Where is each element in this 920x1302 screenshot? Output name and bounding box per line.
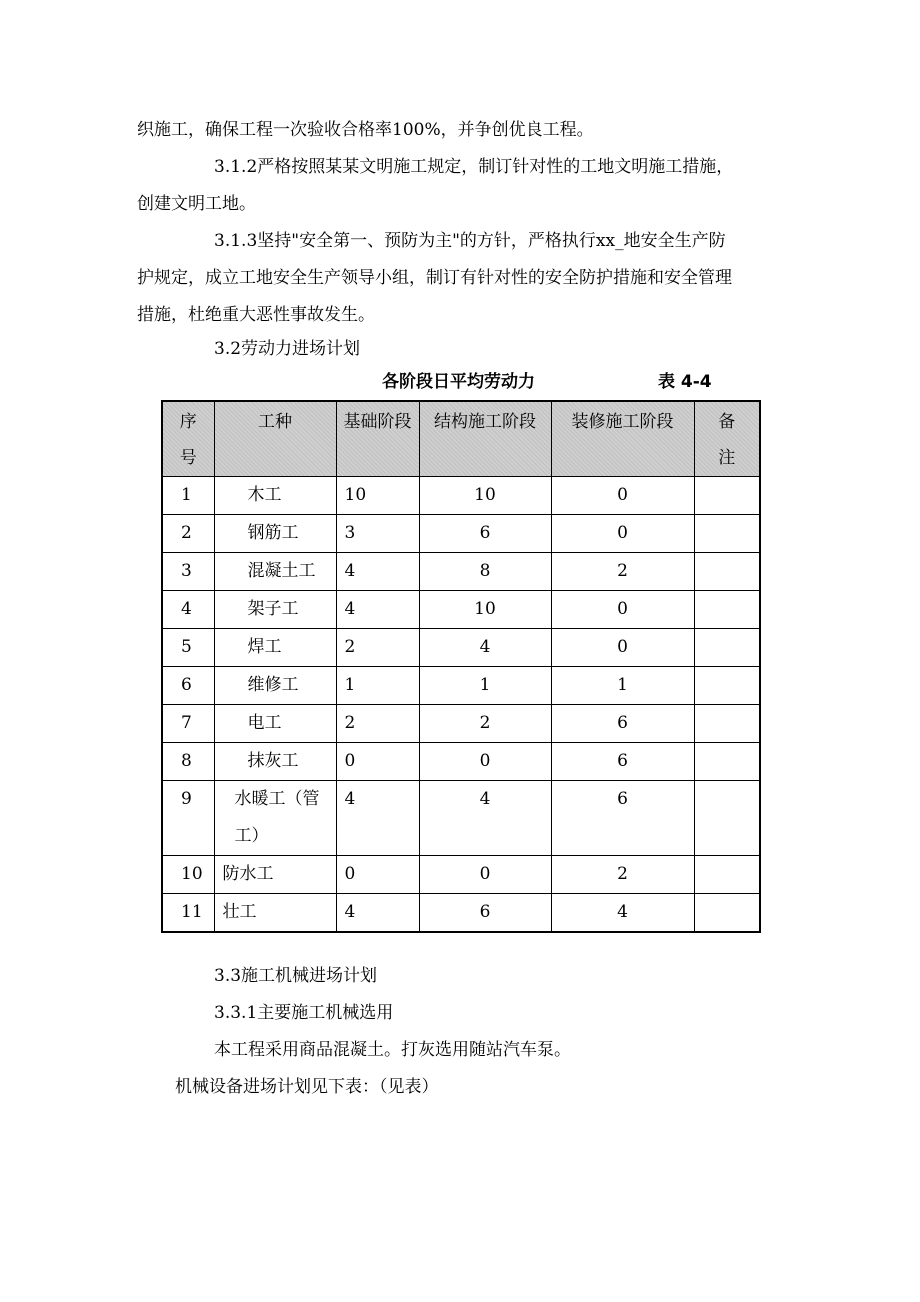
table-row xyxy=(162,629,760,667)
header-cell: 装修施工阶段 xyxy=(551,401,694,477)
section-heading: 3.3施工机械进场计划 xyxy=(214,966,378,986)
foundation-stage-cell: 1 xyxy=(336,667,419,705)
decoration-stage-cell: 6 xyxy=(551,705,694,743)
row-number: 9 xyxy=(162,781,214,856)
row-number: 10 xyxy=(162,856,214,894)
trade-cell: 木工 xyxy=(214,477,336,515)
decoration-stage-cell: 2 xyxy=(551,856,694,894)
table-header-row xyxy=(162,401,760,477)
remarks-cell xyxy=(694,856,760,894)
paragraph-line: 机械设备进场计划见下表：（见表） xyxy=(175,1077,439,1097)
structure-stage-cell: 6 xyxy=(419,894,551,933)
table-row xyxy=(162,894,760,933)
remarks-cell xyxy=(694,667,760,705)
section-heading: 3.3.1主要施工机械选用 xyxy=(214,1003,394,1023)
trade-cell: 水暖工（管工） xyxy=(214,781,336,856)
structure-stage-cell: 0 xyxy=(419,743,551,781)
table-row xyxy=(162,477,760,515)
remarks-cell xyxy=(694,515,760,553)
paragraph-line: 措施，杜绝重大恶性事故发生。 xyxy=(137,305,375,325)
structure-stage-cell: 6 xyxy=(419,515,551,553)
structure-stage-cell: 2 xyxy=(419,705,551,743)
foundation-stage-cell: 4 xyxy=(336,781,419,856)
table-row xyxy=(162,705,760,743)
structure-stage-cell: 10 xyxy=(419,591,551,629)
structure-stage-cell: 0 xyxy=(419,856,551,894)
structure-stage-cell: 1 xyxy=(419,667,551,705)
remarks-cell xyxy=(694,705,760,743)
row-number: 5 xyxy=(162,629,214,667)
row-number: 6 xyxy=(162,667,214,705)
header-cell: 基础阶段 xyxy=(336,401,419,477)
foundation-stage-cell: 4 xyxy=(336,894,419,933)
header-cell: 序号 xyxy=(162,401,214,477)
table-row xyxy=(162,667,760,705)
labor-table xyxy=(161,400,761,933)
trade-cell: 壮工 xyxy=(214,894,336,933)
structure-stage-cell: 10 xyxy=(419,477,551,515)
trade-cell: 钢筋工 xyxy=(214,515,336,553)
row-number: 11 xyxy=(162,894,214,933)
table-row xyxy=(162,553,760,591)
row-number: 4 xyxy=(162,591,214,629)
structure-stage-cell: 4 xyxy=(419,629,551,667)
table-caption: 各阶段日平均劳动力 xyxy=(382,372,535,392)
remarks-cell xyxy=(694,553,760,591)
remarks-cell xyxy=(694,629,760,667)
decoration-stage-cell: 0 xyxy=(551,477,694,515)
foundation-stage-cell: 2 xyxy=(336,629,419,667)
header-cell: 结构施工阶段 xyxy=(419,401,551,477)
paragraph-line: 织施工，确保工程一次验收合格率100%，并争创优良工程。 xyxy=(137,120,594,140)
paragraph-line: 3.1.2严格按照某某文明施工规定，制订针对性的工地文明施工措施， xyxy=(214,157,734,177)
table-number: 表 4-4 xyxy=(658,372,712,392)
header-cell: 工种 xyxy=(214,401,336,477)
structure-stage-cell: 4 xyxy=(419,781,551,856)
foundation-stage-cell: 10 xyxy=(336,477,419,515)
section-heading: 3.2劳动力进场计划 xyxy=(214,339,361,359)
table-row xyxy=(162,743,760,781)
foundation-stage-cell: 0 xyxy=(336,856,419,894)
foundation-stage-cell: 2 xyxy=(336,705,419,743)
row-number: 7 xyxy=(162,705,214,743)
paragraph-line: 3.1.3坚持"安全第一、预防为主"的方针，严格执行xx_地安全生产防 xyxy=(214,231,726,251)
decoration-stage-cell: 1 xyxy=(551,667,694,705)
remarks-cell xyxy=(694,477,760,515)
foundation-stage-cell: 3 xyxy=(336,515,419,553)
decoration-stage-cell: 0 xyxy=(551,515,694,553)
table-row xyxy=(162,781,760,856)
row-number: 2 xyxy=(162,515,214,553)
trade-cell: 电工 xyxy=(214,705,336,743)
trade-cell: 维修工 xyxy=(214,667,336,705)
row-number: 8 xyxy=(162,743,214,781)
trade-cell: 架子工 xyxy=(214,591,336,629)
structure-stage-cell: 8 xyxy=(419,553,551,591)
trade-cell: 防水工 xyxy=(214,856,336,894)
foundation-stage-cell: 4 xyxy=(336,591,419,629)
table-row xyxy=(162,515,760,553)
header-cell: 备注 xyxy=(694,401,760,477)
paragraph-line: 创建文明工地。 xyxy=(137,194,256,214)
table-row xyxy=(162,856,760,894)
decoration-stage-cell: 2 xyxy=(551,553,694,591)
trade-cell: 抹灰工 xyxy=(214,743,336,781)
row-number: 1 xyxy=(162,477,214,515)
decoration-stage-cell: 4 xyxy=(551,894,694,933)
decoration-stage-cell: 6 xyxy=(551,743,694,781)
decoration-stage-cell: 0 xyxy=(551,591,694,629)
foundation-stage-cell: 4 xyxy=(336,553,419,591)
decoration-stage-cell: 0 xyxy=(551,629,694,667)
remarks-cell xyxy=(694,743,760,781)
remarks-cell xyxy=(694,591,760,629)
decoration-stage-cell: 6 xyxy=(551,781,694,856)
remarks-cell xyxy=(694,781,760,856)
paragraph-line: 护规定，成立工地安全生产领导小组，制订有针对性的安全防护措施和安全管理 xyxy=(137,268,732,288)
paragraph-line: 本工程采用商品混凝土。打灰选用随站汽车泵。 xyxy=(214,1040,571,1060)
table-row xyxy=(162,591,760,629)
remarks-cell xyxy=(694,894,760,933)
trade-cell: 焊工 xyxy=(214,629,336,667)
trade-cell: 混凝土工 xyxy=(214,553,336,591)
foundation-stage-cell: 0 xyxy=(336,743,419,781)
row-number: 3 xyxy=(162,553,214,591)
